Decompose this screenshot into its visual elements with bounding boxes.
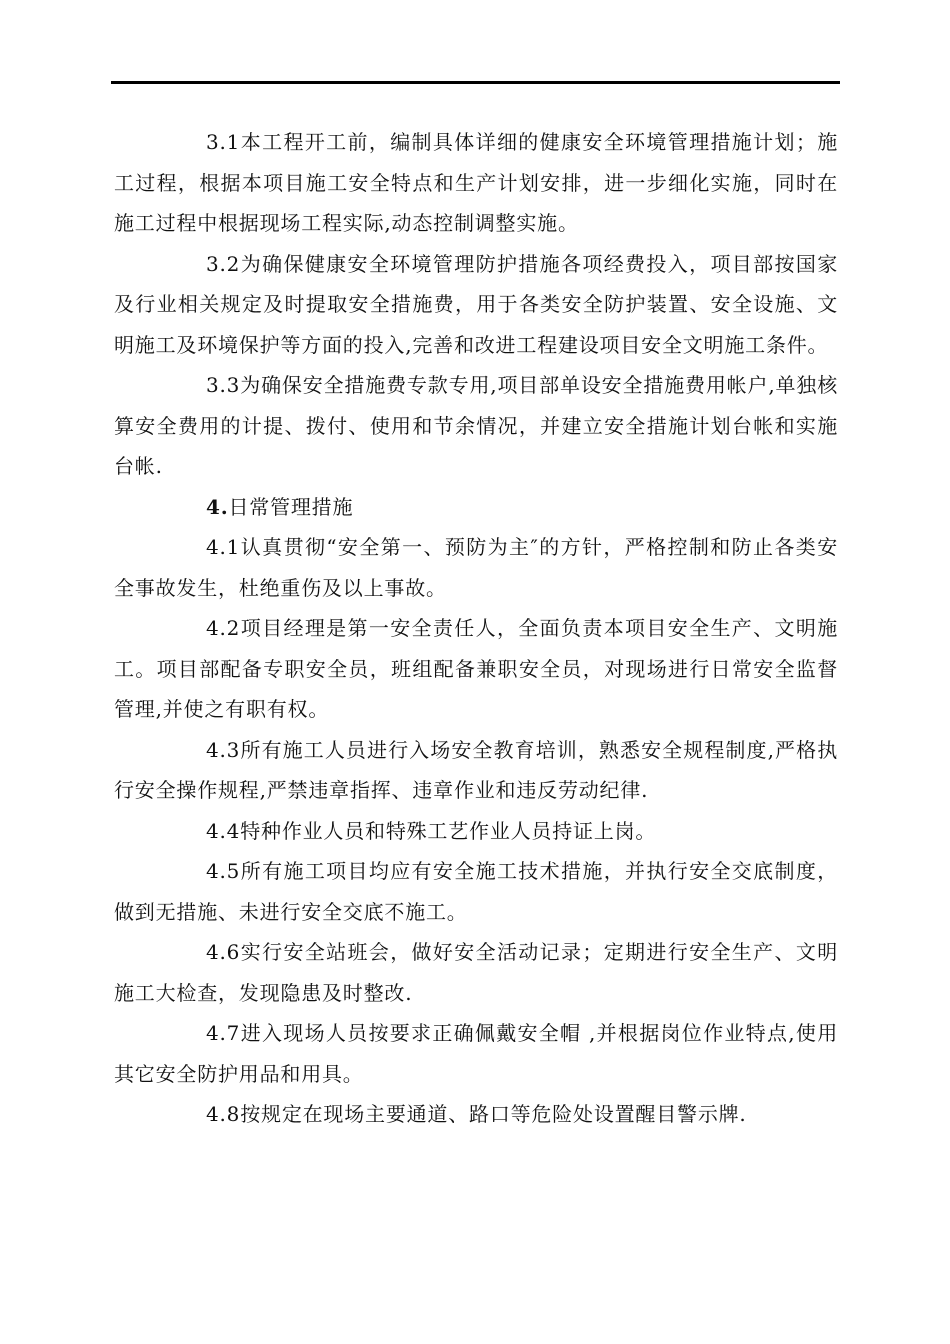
section-number: 4. <box>206 494 229 519</box>
paragraph-number: 4.8 <box>206 1102 241 1126</box>
paragraph-number: 4.1 <box>206 535 241 559</box>
paragraph-text: 本工程开工前，编制具体详细的健康安全环境管理措施计划；施工过程，根据本项目施工安全特点和生产计划安排，进一步细化实施，同时在施工过程中根据现场工程实际,动态控制调整实施。 <box>114 130 838 235</box>
paragraph-text: 按规定在现场主要通道、路口等危险处设置醒目警示牌. <box>240 1102 747 1126</box>
paragraph-text: 为确保健康安全环境管理防护措施各项经费投入，项目部按国家及行业相关规定及时提取安全措施费，用于各类安全防护装置、安全设施、文明施工及环境保护等方面的投入,完善和改进工程建设项目安全文明施工条件。 <box>114 251 838 357</box>
paragraph-number: 4.4 <box>206 818 241 843</box>
paragraph-text: 实行安全站班会，做好安全活动记录；定期进行安全生产、文明施工大检查，发现隐患及时整改. <box>114 940 838 1005</box>
paragraph-number: 4.7 <box>206 1021 241 1045</box>
paragraph-text: 为确保安全措施费专款专用,项目部单设安全措施费用帐户,单独核算安全费用的计提、拨付、使用和节余情况，并建立安全措施计划台帐和实施台帐. <box>114 373 838 478</box>
paragraph-4-3 <box>114 730 838 811</box>
paragraph-4-5 <box>114 851 838 932</box>
header-rule <box>111 81 840 84</box>
paragraph-number: 3.1 <box>206 130 241 154</box>
paragraph-number: 4.6 <box>206 940 241 964</box>
paragraph-3-1 <box>114 122 838 244</box>
paragraph-text: 所有施工项目均应有安全施工技术措施，并执行安全交底制度，做到无措施、未进行安全交底不施工。 <box>114 859 838 924</box>
paragraph-number: 4.3 <box>206 737 241 762</box>
paragraph-text: 进入现场人员按要求正确佩戴安全帽 ,并根据岗位作业特点,使用其它安全防护用品和用具。 <box>114 1021 838 1086</box>
paragraph-number: 3.3 <box>206 373 241 397</box>
document-body <box>114 122 838 1135</box>
paragraph-4-8 <box>114 1094 838 1135</box>
paragraph-text: 特种作业人员和特殊工艺作业人员持证上岗。 <box>240 818 657 843</box>
paragraph-text: 认真贯彻“安全第一、预防为主″的方针，严格控制和防止各类安全事故发生，杜绝重伤及以上事故。 <box>114 535 838 600</box>
section-heading-4 <box>114 487 838 528</box>
paragraph-4-4 <box>114 811 838 852</box>
paragraph-text: 项目经理是第一安全责任人，全面负责本项目安全生产、文明施工。项目部配备专职安全员，班组配备兼职安全员，对现场进行日常安全监督管理,并使之有职有权。 <box>114 616 838 721</box>
paragraph-number: 3.2 <box>206 251 241 276</box>
paragraph-4-2 <box>114 608 838 730</box>
paragraph-text: 所有施工人员进行入场安全教育培训，熟悉安全规程制度,严格执行安全操作规程,严禁违章指挥、违章作业和违反劳动纪律. <box>114 737 838 802</box>
paragraph-number: 4.5 <box>206 859 241 883</box>
paragraph-4-1 <box>114 527 838 608</box>
paragraph-4-7 <box>114 1013 838 1094</box>
section-title: 日常管理措施 <box>228 494 354 519</box>
paragraph-3-3 <box>114 365 838 487</box>
paragraph-3-2 <box>114 244 838 366</box>
paragraph-number: 4.2 <box>206 616 241 640</box>
paragraph-4-6 <box>114 932 838 1013</box>
